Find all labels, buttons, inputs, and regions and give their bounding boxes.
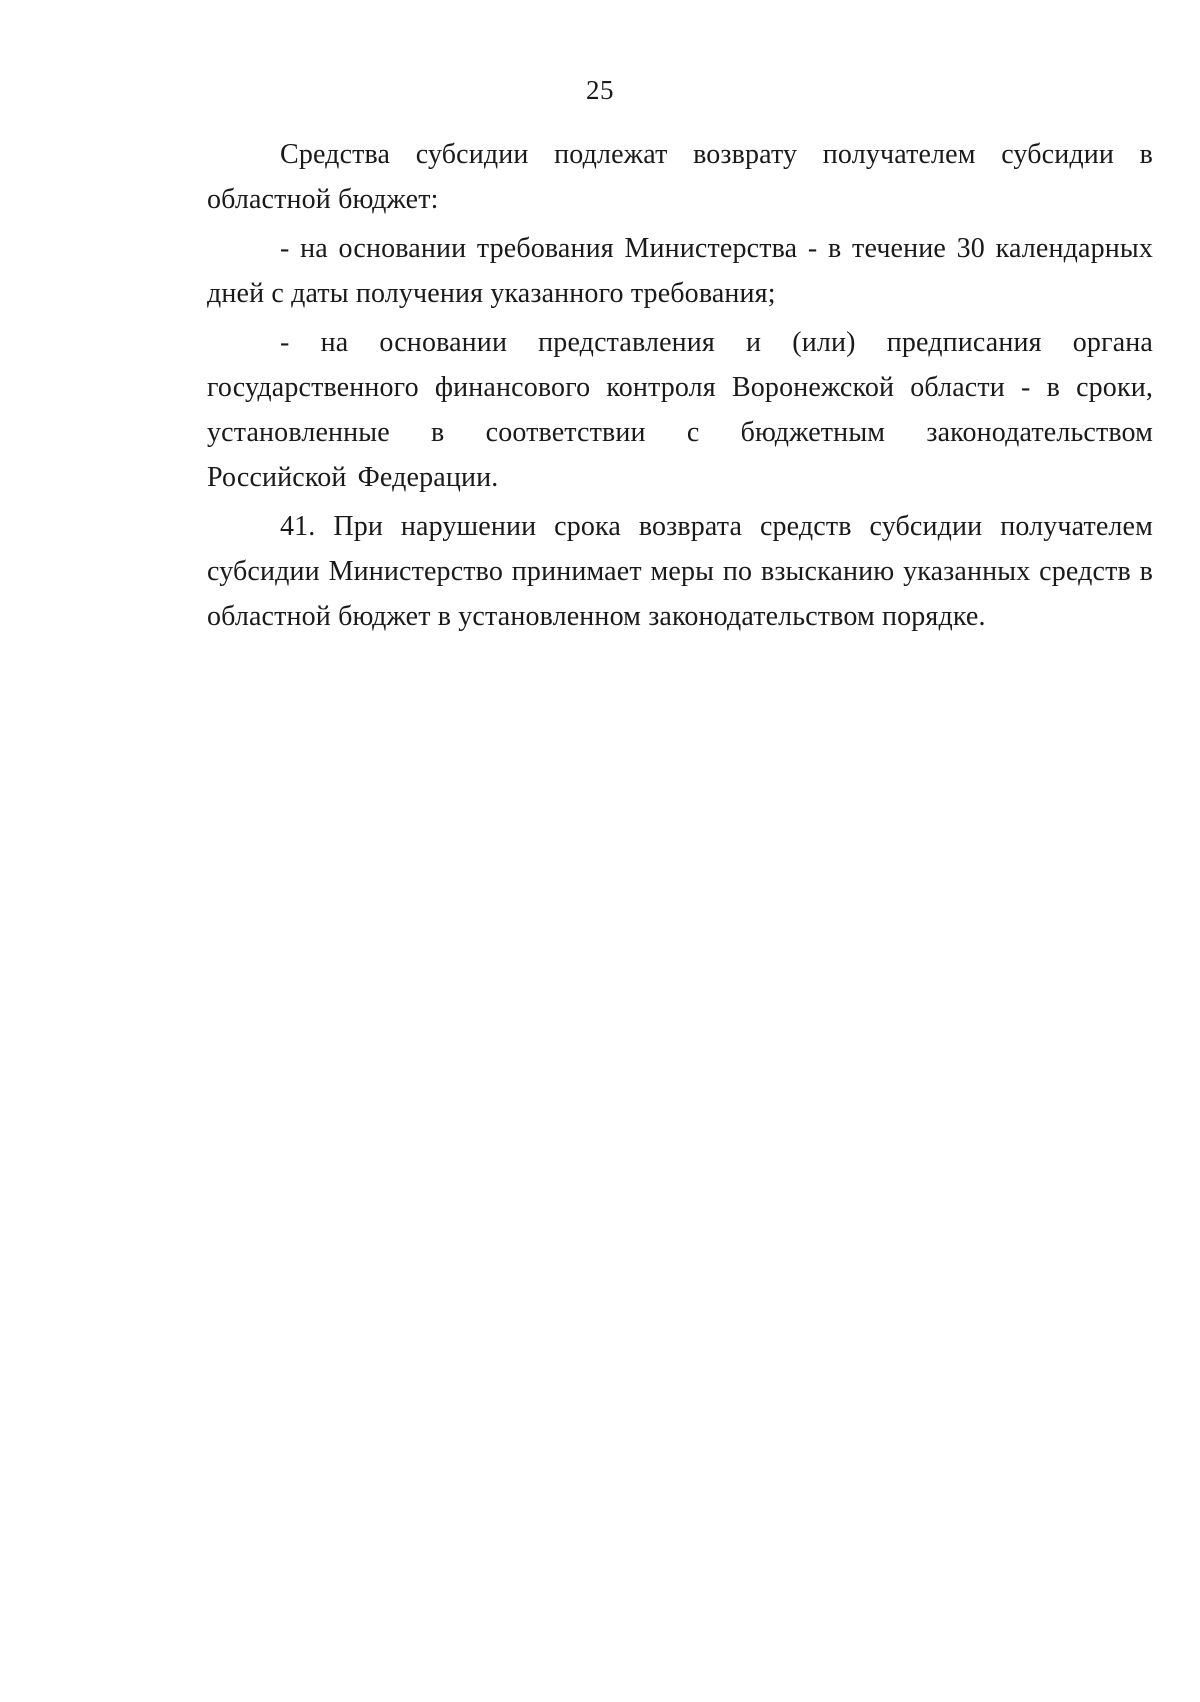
paragraph-ministry-demand: - на основании требования Министерства - в течение 30 календарных дней с даты получения указанного требования; — [207, 233, 1153, 309]
document-body — [207, 132, 1153, 643]
paragraph-control-body-order: - на основании представления и (или) предписания органа государственного финансового контроля Воронежской области - в сроки, установленные в соответствии с бюджетным законодательством Российской Федерации. — [207, 327, 1153, 493]
paragraph-41-recovery-measures: 41. При нарушении срока возврата средств субсидии получателем субсидии Министерство принимает меры по взысканию указанных средств в областной бюджет в установленном законодательством порядке. — [207, 511, 1153, 632]
paragraph-refund-obligation: Средства субсидии подлежат возврату получателем субсидии в областной бюджет: — [207, 139, 1153, 215]
page-number: 25 — [586, 75, 614, 105]
